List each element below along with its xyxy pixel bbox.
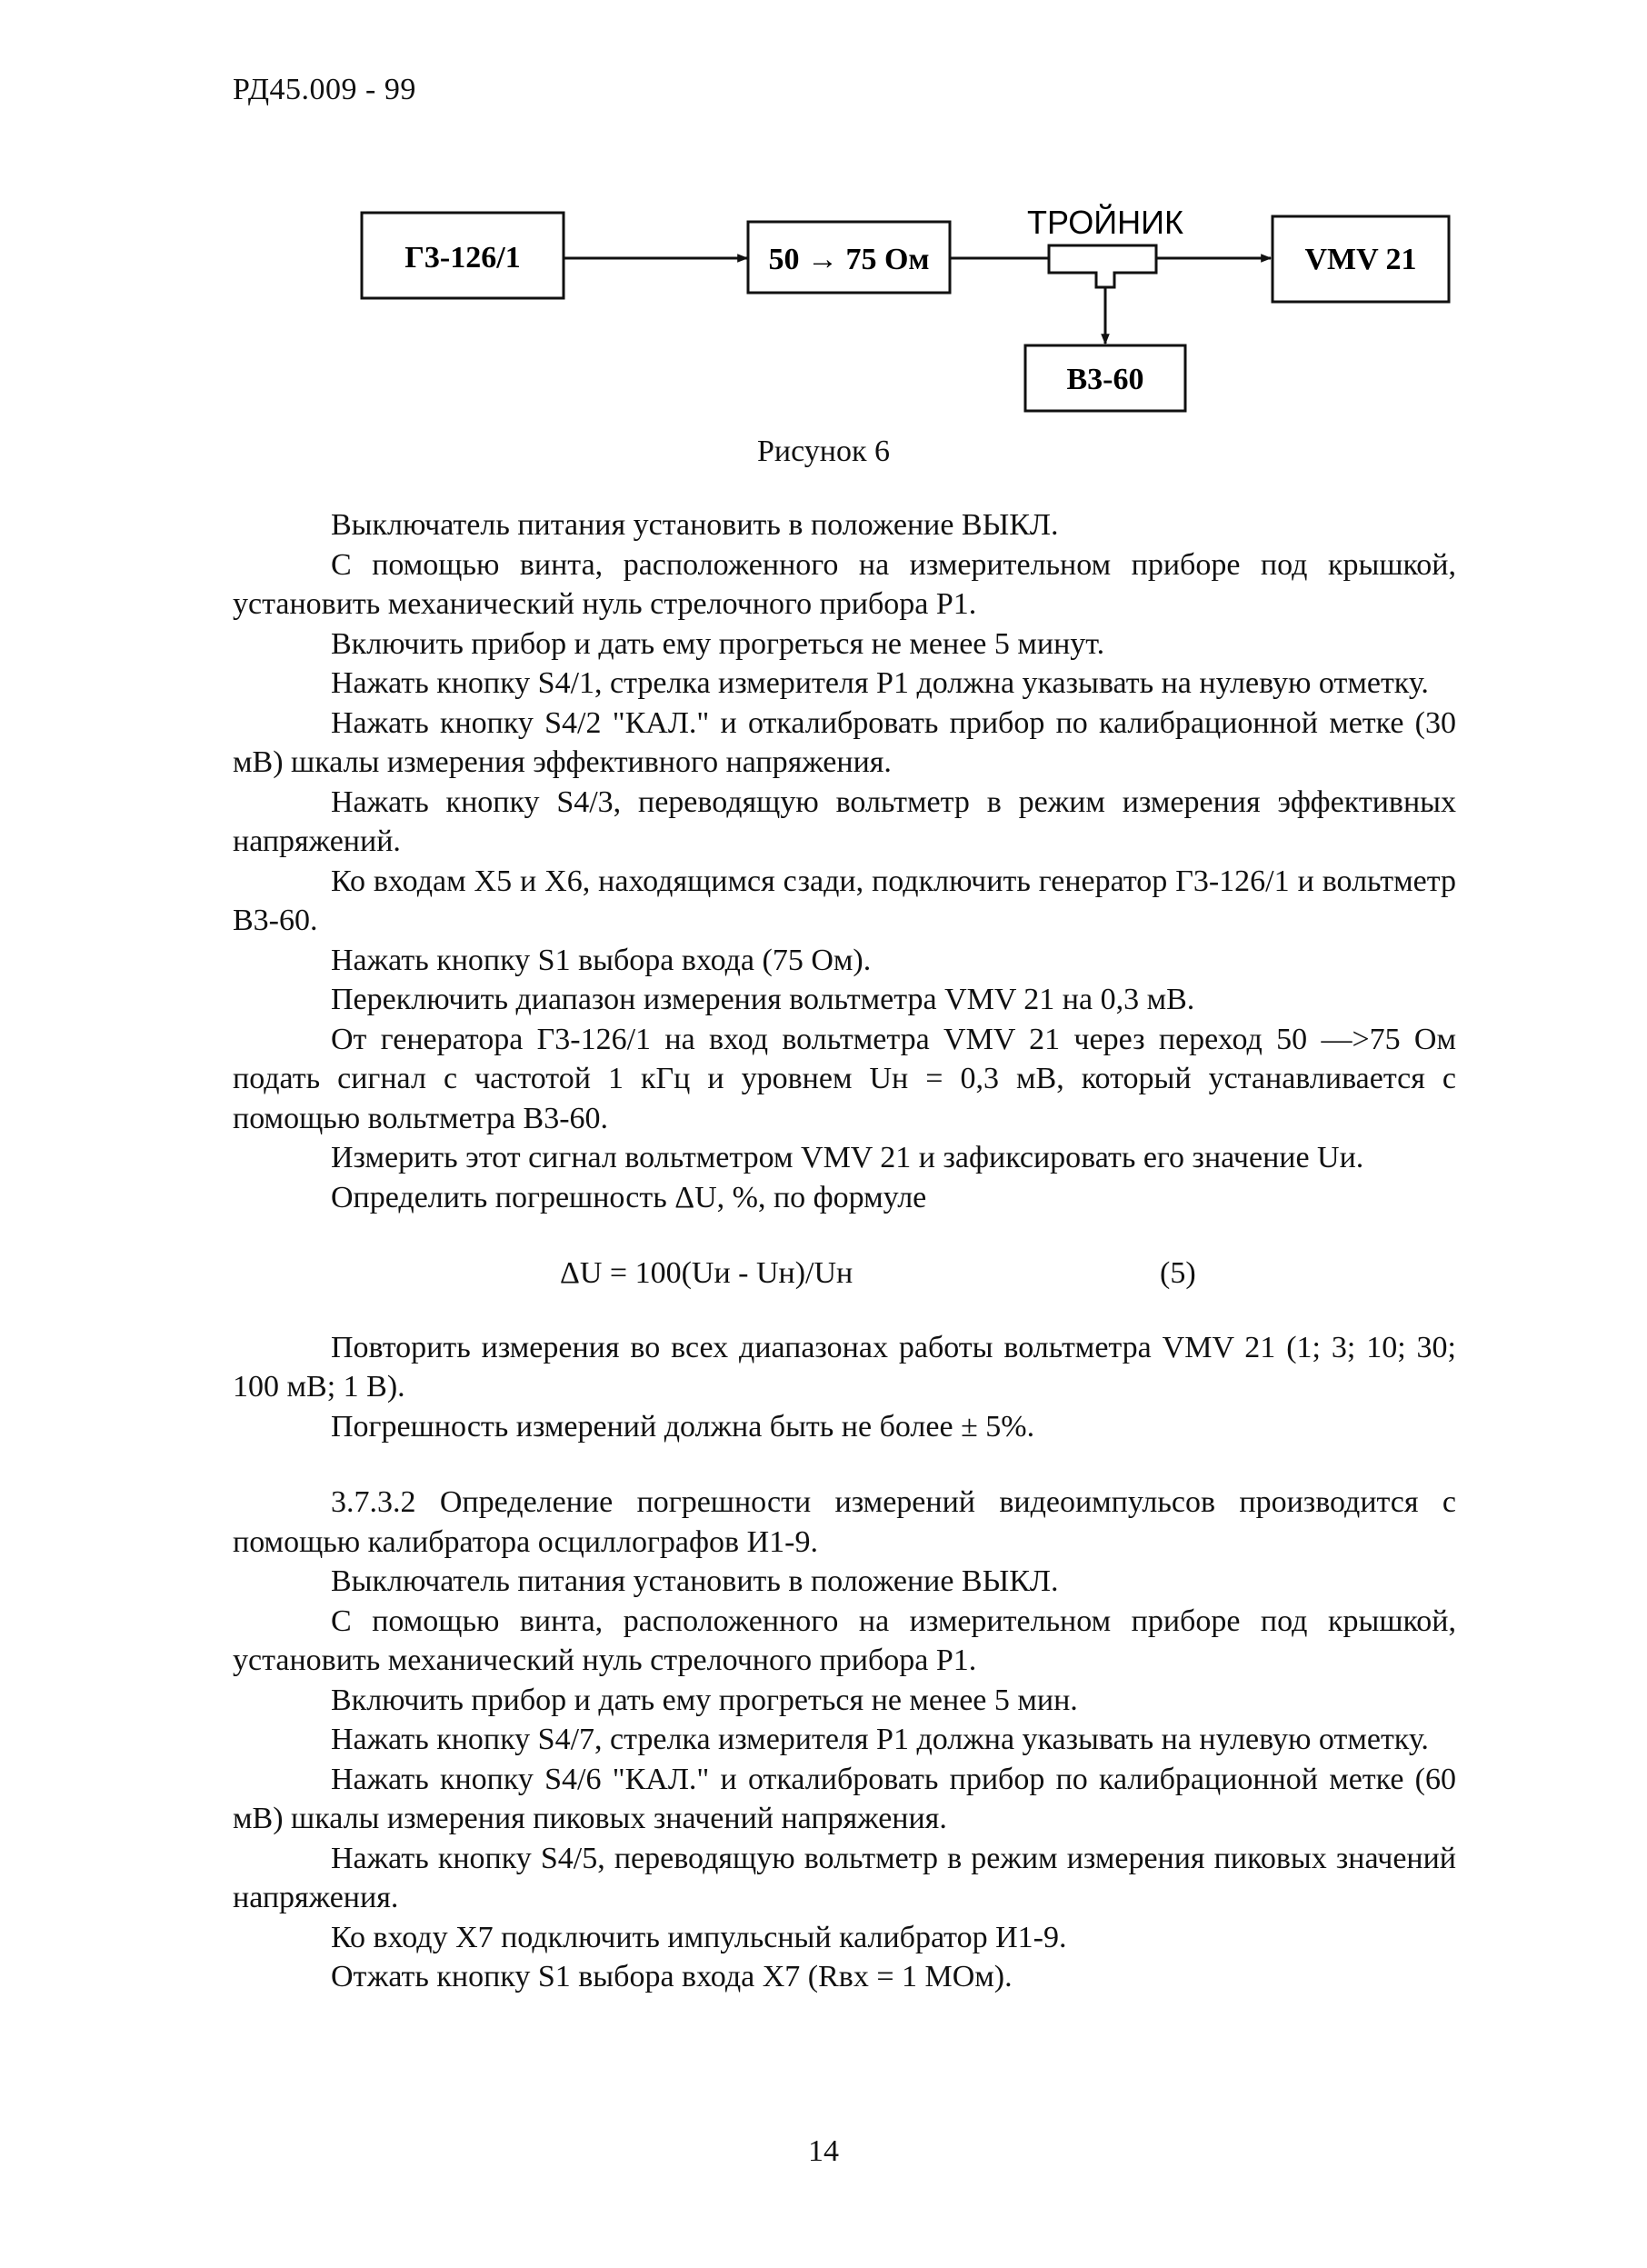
block-diagram xyxy=(0,0,1647,509)
formula-5 xyxy=(233,1254,1456,1294)
paragraph: Измерить этот сигнал вольтметром VMV 21 и зафиксировать его значение Uи. xyxy=(331,1141,1364,1174)
generator-label: Г3-126/1 xyxy=(404,241,521,275)
figure-caption: Рисунок 6 xyxy=(757,435,890,468)
paragraph: От генератора Г3-126/1 на вход вольтметра VMV 21 через переход 50 —>75 Ом подать сигнал с частотой 1 кГц и уровнем Uн = 0,3 мВ, который устанавливается с помощью вольтметра В3-60. xyxy=(233,1022,1456,1135)
paragraph: Нажать кнопку S4/7, стрелка измерителя Р1 должна указывать на нулевую отметку. xyxy=(331,1723,1429,1756)
paragraph: Нажать кнопку S4/5, переводящую вольтметр в режим измерения пиковых значений напряжения. xyxy=(233,1841,1456,1914)
paragraph: Нажать кнопку S4/3, переводящую вольтметр в режим измерения эффективных напряжений. xyxy=(233,784,1456,858)
vmv-block xyxy=(1273,216,1449,302)
b3-60-label: В3-60 xyxy=(1066,363,1144,396)
paragraph: Включить прибор и дать ему прогреться не менее 5 мин. xyxy=(331,1683,1078,1717)
section-paragraph: 3.7.3.2 Определение погрешности измерений видеоимпульсов производится с помощью калибратора осциллографов И1-9. xyxy=(233,1485,1456,1559)
paragraph: Выключатель питания установить в положение ВЫКЛ. xyxy=(331,508,1059,542)
adapter-label: 50 → 75 Ом xyxy=(768,243,930,276)
body-text xyxy=(233,505,1456,1997)
formula-number: (5) xyxy=(1160,1256,1196,1290)
paragraph: Определить погрешность ΔU, %, по формуле xyxy=(331,1180,927,1214)
tee-label: ТРОЙНИК xyxy=(1027,204,1183,241)
paragraph: Включить прибор и дать ему прогреться не менее 5 минут. xyxy=(331,626,1105,661)
paragraph: Повторить измерения во всех диапазонах работы вольтметра VMV 21 (1; 3; 10; 30; 100 мВ; 1 В). xyxy=(233,1330,1456,1404)
formula-expression: ΔU = 100(Uи - Uн)/Uн xyxy=(560,1256,853,1290)
paragraph: С помощью винта, расположенного на измерительном приборе под крышкой, установить механический нуль стрелочного прибора Р1. xyxy=(233,547,1456,621)
paragraph: Нажать кнопку S4/6 "КАЛ." и откалибровать прибор по калибрационной метке (60 мВ) шкалы измерения пиковых значений напряжения. xyxy=(233,1762,1456,1835)
paragraph: Ко входу Х7 подключить импульсный калибратор И1-9. xyxy=(331,1920,1067,1954)
paragraph: Отжать кнопку S1 выбора входа Х7 (Rвх = 1 МОм). xyxy=(331,1960,1013,1993)
paragraph: Нажать кнопку S4/2 "КАЛ." и откалибровать прибор по калибрационной метке (30 мВ) шкалы измерения эффективного напряжения. xyxy=(233,705,1456,779)
generator-block xyxy=(362,213,564,298)
paragraph: Выключатель питания установить в положение ВЫКЛ. xyxy=(331,1564,1059,1598)
paragraph: С помощью винта, расположенного на измерительном приборе под крышкой, установить механический нуль стрелочного прибора Р1. xyxy=(233,1604,1456,1677)
paragraph: Нажать кнопку S4/1, стрелка измерителя Р1 должна указывать на нулевую отметку. xyxy=(331,666,1429,700)
paragraph: Ко входам Х5 и Х6, находящимся сзади, подключить генератор Г3-126/1 и вольтметр В3-60. xyxy=(233,864,1456,937)
adapter-block xyxy=(748,222,950,293)
paragraph: Переключить диапазон измерения вольтметра VMV 21 на 0,3 мВ. xyxy=(331,983,1195,1016)
paragraph: Погрешность измерений должна быть не более ± 5%. xyxy=(331,1409,1035,1444)
page-number: 14 xyxy=(808,2134,839,2168)
tee-block xyxy=(1027,203,1183,287)
vmv-label: VMV 21 xyxy=(1304,243,1417,276)
b3-60-block xyxy=(1025,345,1185,411)
document-code: РД45.009 - 99 xyxy=(233,73,416,106)
paragraph: Нажать кнопку S1 выбора входа (75 Ом). xyxy=(331,943,872,977)
